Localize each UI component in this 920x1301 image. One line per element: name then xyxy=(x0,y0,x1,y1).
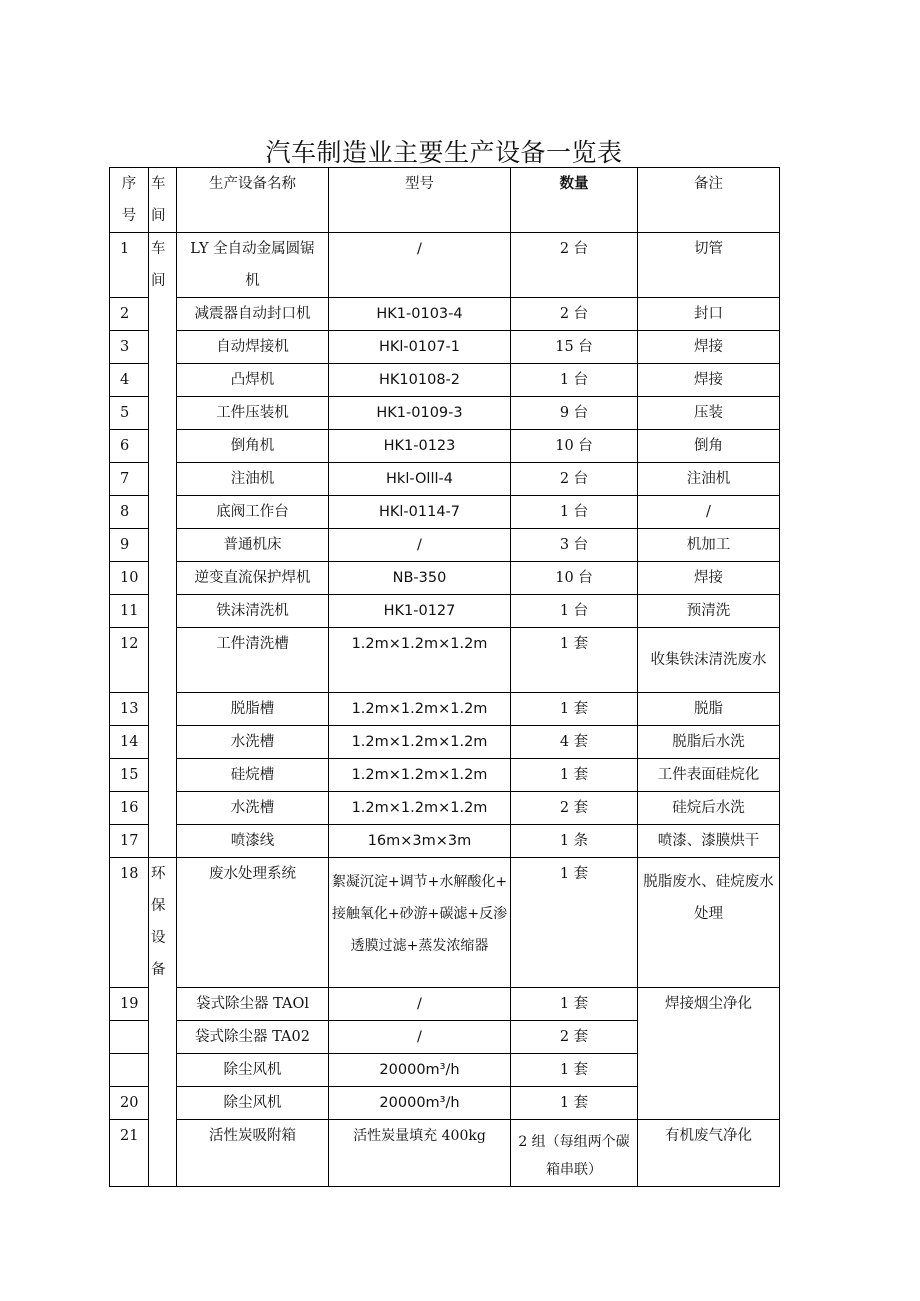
seq-cell: 15 xyxy=(110,759,149,792)
table-header-row xyxy=(110,168,780,233)
note-cell: 倒角 xyxy=(638,430,780,463)
note-cell: 封口 xyxy=(638,298,780,331)
table-row xyxy=(110,397,780,430)
model-cell: NB-350 xyxy=(329,562,511,595)
table-row xyxy=(110,430,780,463)
table-row xyxy=(110,463,780,496)
model-cell: / xyxy=(329,1021,511,1054)
group-env: 环 保 设 备 xyxy=(149,858,177,1187)
seq-cell xyxy=(110,1021,149,1054)
note-cell: 有机废气净化 xyxy=(638,1120,780,1187)
model-cell: HK1-0109-3 xyxy=(329,397,511,430)
qty-cell: 1 套 xyxy=(511,858,638,988)
name-cell: 注油机 xyxy=(177,463,329,496)
model-cell: 1.2m×1.2m×1.2m xyxy=(329,759,511,792)
note-cell: 脱脂后水洗 xyxy=(638,726,780,759)
table-row xyxy=(110,496,780,529)
qty-cell: 1 条 xyxy=(511,825,638,858)
table-row xyxy=(110,792,780,825)
model-cell: 16m×3m×3m xyxy=(329,825,511,858)
note-cell: 注油机 xyxy=(638,463,780,496)
name-cell: 脱脂槽 xyxy=(177,693,329,726)
name-cell: 喷漆线 xyxy=(177,825,329,858)
header-note: 备注 xyxy=(638,168,780,233)
name-cell: 普通机床 xyxy=(177,529,329,562)
equipment-table xyxy=(109,167,780,1187)
name-cell: 逆变直流保护焊机 xyxy=(177,562,329,595)
seq-cell: 20 xyxy=(110,1087,149,1120)
note-cell: 压装 xyxy=(638,397,780,430)
seq-cell: 1 xyxy=(110,233,149,298)
note-cell: 脱脂 xyxy=(638,693,780,726)
seq-cell: 5 xyxy=(110,397,149,430)
model-cell: 絮凝沉淀+调节+水解酸化+ 接触氧化+砂游+碳滤+反渗 透膜过滤+蒸发浓缩器 xyxy=(329,858,511,988)
seq-cell: 2 xyxy=(110,298,149,331)
header-qty: 数量 xyxy=(511,168,638,233)
qty-cell: 4 套 xyxy=(511,726,638,759)
note-cell: 预清洗 xyxy=(638,595,780,628)
note-cell: 焊接 xyxy=(638,562,780,595)
table-row xyxy=(110,726,780,759)
model-cell: 20000m³/h xyxy=(329,1054,511,1087)
header-name: 生产设备名称 xyxy=(177,168,329,233)
seq-cell: 14 xyxy=(110,726,149,759)
model-cell: HK1-0123 xyxy=(329,430,511,463)
qty-cell: 1 套 xyxy=(511,988,638,1021)
name-cell: 工件清洗槽 xyxy=(177,628,329,693)
seq-cell: 13 xyxy=(110,693,149,726)
name-cell: 废水处理系统 xyxy=(177,858,329,988)
name-cell: 工件压装机 xyxy=(177,397,329,430)
table-row xyxy=(110,562,780,595)
name-cell: 凸焊机 xyxy=(177,364,329,397)
header-workshop: 车 间 xyxy=(149,168,177,233)
qty-cell: 1 套 xyxy=(511,1087,638,1120)
qty-cell: 1 套 xyxy=(511,628,638,693)
group-workshop: 车 间 xyxy=(149,233,177,858)
name-cell: 底阀工作台 xyxy=(177,496,329,529)
model-cell: 1.2m×1.2m×1.2m xyxy=(329,726,511,759)
model-cell: HK1-0103-4 xyxy=(329,298,511,331)
note-cell: 硅烷后水洗 xyxy=(638,792,780,825)
qty-cell: 1 套 xyxy=(511,759,638,792)
table-row xyxy=(110,693,780,726)
page-title: 汽车制造业主要生产设备一览表 xyxy=(265,138,623,167)
model-cell: 1.2m×1.2m×1.2m xyxy=(329,693,511,726)
seq-cell xyxy=(110,1054,149,1087)
table-row xyxy=(110,988,780,1021)
seq-cell: 9 xyxy=(110,529,149,562)
seq-cell: 11 xyxy=(110,595,149,628)
table-row xyxy=(110,595,780,628)
table-row xyxy=(110,298,780,331)
name-cell: 袋式除尘器 TA02 xyxy=(177,1021,329,1054)
qty-cell: 15 台 xyxy=(511,331,638,364)
table-row xyxy=(110,759,780,792)
model-cell: HK10108-2 xyxy=(329,364,511,397)
qty-cell: 1 台 xyxy=(511,595,638,628)
seq-cell: 19 xyxy=(110,988,149,1021)
note-cell: 焊接烟尘净化 xyxy=(638,988,780,1120)
qty-cell: 1 套 xyxy=(511,1054,638,1087)
seq-cell: 7 xyxy=(110,463,149,496)
model-cell: HK1-0127 xyxy=(329,595,511,628)
qty-cell: 1 台 xyxy=(511,496,638,529)
qty-cell: 10 台 xyxy=(511,430,638,463)
model-cell: / xyxy=(329,233,511,298)
table-row xyxy=(110,858,780,988)
name-cell: 水洗槽 xyxy=(177,726,329,759)
seq-cell: 17 xyxy=(110,825,149,858)
table-row xyxy=(110,233,780,298)
name-cell: 倒角机 xyxy=(177,430,329,463)
name-cell: 活性炭吸附箱 xyxy=(177,1120,329,1187)
note-cell: 收集铁沫清洗废水 xyxy=(638,628,780,693)
model-cell: / xyxy=(329,988,511,1021)
note-cell: 切管 xyxy=(638,233,780,298)
note-cell: 工件表面硅烷化 xyxy=(638,759,780,792)
model-cell: 1.2m×1.2m×1.2m xyxy=(329,792,511,825)
name-cell: LY 全自动金属圆锯 机 xyxy=(177,233,329,298)
qty-cell: 3 台 xyxy=(511,529,638,562)
table-row xyxy=(110,628,780,693)
qty-cell: 2 套 xyxy=(511,792,638,825)
name-cell: 铁沫清洗机 xyxy=(177,595,329,628)
qty-cell: 10 台 xyxy=(511,562,638,595)
name-cell: 除尘风机 xyxy=(177,1087,329,1120)
qty-cell: 9 台 xyxy=(511,397,638,430)
qty-cell: 2 套 xyxy=(511,1021,638,1054)
name-cell: 袋式除尘器 TAOl xyxy=(177,988,329,1021)
name-cell: 硅烷槽 xyxy=(177,759,329,792)
note-cell: 焊接 xyxy=(638,364,780,397)
name-cell: 自动焊接机 xyxy=(177,331,329,364)
seq-cell: 6 xyxy=(110,430,149,463)
qty-cell: 1 台 xyxy=(511,364,638,397)
model-cell: HKl-0114-7 xyxy=(329,496,511,529)
qty-cell: 2 组（每组两个碳 箱串联） xyxy=(511,1120,638,1187)
name-cell: 减震器自动封口机 xyxy=(177,298,329,331)
model-cell: / xyxy=(329,529,511,562)
seq-cell: 4 xyxy=(110,364,149,397)
model-cell: HKl-0107-1 xyxy=(329,331,511,364)
seq-cell: 8 xyxy=(110,496,149,529)
seq-cell: 18 xyxy=(110,858,149,988)
model-cell: 20000m³/h xyxy=(329,1087,511,1120)
note-cell: 脱脂废水、硅烷废水 处理 xyxy=(638,858,780,988)
seq-cell: 16 xyxy=(110,792,149,825)
header-seq: 序 号 xyxy=(110,168,149,233)
seq-cell: 10 xyxy=(110,562,149,595)
note-cell: / xyxy=(638,496,780,529)
table-row xyxy=(110,825,780,858)
qty-cell: 2 台 xyxy=(511,463,638,496)
header-model: 型号 xyxy=(329,168,511,233)
name-cell: 除尘风机 xyxy=(177,1054,329,1087)
model-cell: 活性炭量填充 400kg xyxy=(329,1120,511,1187)
note-cell: 焊接 xyxy=(638,331,780,364)
model-cell: 1.2m×1.2m×1.2m xyxy=(329,628,511,693)
qty-cell: 2 台 xyxy=(511,233,638,298)
note-cell: 机加工 xyxy=(638,529,780,562)
model-cell: Hkl-Olll-4 xyxy=(329,463,511,496)
table-row xyxy=(110,331,780,364)
qty-cell: 2 台 xyxy=(511,298,638,331)
table-row xyxy=(110,364,780,397)
seq-cell: 12 xyxy=(110,628,149,693)
qty-cell: 1 套 xyxy=(511,693,638,726)
name-cell: 水洗槽 xyxy=(177,792,329,825)
seq-cell: 3 xyxy=(110,331,149,364)
seq-cell: 21 xyxy=(110,1120,149,1187)
table-row xyxy=(110,1120,780,1187)
table-row xyxy=(110,529,780,562)
note-cell: 喷漆、漆膜烘干 xyxy=(638,825,780,858)
